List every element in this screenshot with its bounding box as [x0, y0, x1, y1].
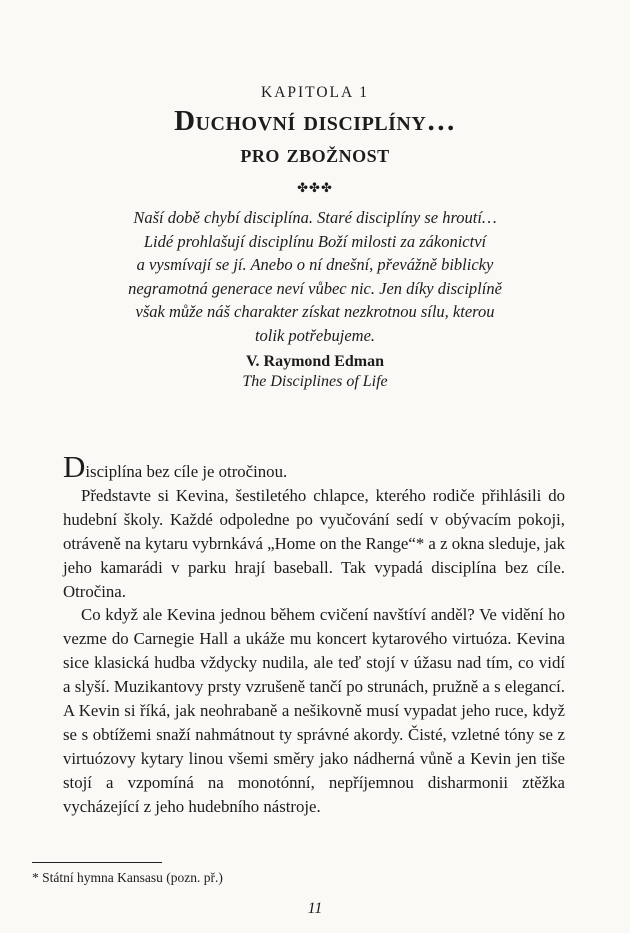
- epigraph-line: a vysmívají se jí. Anebo o ní dnešní, převážně biblicky: [136, 255, 494, 275]
- paragraph-1-text: isciplína bez cíle je otročinou.: [85, 462, 288, 481]
- epigraph-line: negramotná generace neví vůbec nic. Jen díky disciplíně: [128, 278, 502, 298]
- page-number: 11: [307, 900, 323, 917]
- epigraph-author: V. Raymond Edman: [246, 353, 384, 370]
- footnote-rule: [32, 862, 162, 863]
- chapter-title-line2: pro zbožnost: [240, 141, 390, 168]
- footnote: * Státní hymna Kansasu (pozn. př.): [32, 870, 223, 885]
- paragraph-3: Co když ale Kevina jednou během cvičení navštíví anděl? Ve vidění ho vezme do Carnegie Hall a ukáže mu koncert kytarového virtuóza. Kevina sice klasická hudba vždycky nudila, ale teď stojí v úžasu nad tím, co vidí a slyší. Muzikantovy prsty vzrušeně tančí po strunách, pružně a s elegancí. A Kevin si říká, jak neohrabaně a nešikovně musí vypadat jeho ruce, když se s obtížemi snaží nahmátnout ty správné akordy. Čisté, vzletné tóny se z virtuózovy kytary linou všemi směry jako nádherná vůně a Kevin jen tiše stojí a vzpomíná na monotónní, nepříjemnou disharmonii ztěžka vycházející z jeho hudebního nástroje.: [63, 605, 565, 816]
- chapter-title: [0, 104, 630, 172]
- drop-cap: D: [63, 449, 86, 484]
- epigraph-work: The Disciplines of Life: [242, 373, 388, 390]
- ornament-divider: ✤✤✤: [297, 180, 333, 195]
- chapter-title-line1: Duchovní disciplíny…: [174, 105, 456, 137]
- epigraph-line: však může náš charakter získat nezkrotnou sílu, kterou: [135, 302, 495, 322]
- epigraph-line: Lidé prohlašují disciplínu Boží milosti za zákonictví: [143, 231, 487, 251]
- epigraph-attribution: [0, 352, 630, 392]
- epigraph: [90, 206, 540, 348]
- epigraph-line: tolik potřebujeme.: [254, 325, 376, 345]
- body-text: [63, 449, 565, 819]
- chapter-label: KAPITOLA 1: [261, 84, 369, 101]
- epigraph-line: Naší době chybí disciplína. Staré disciplíny se hroutí…: [133, 208, 497, 227]
- paragraph-2: Představte si Kevina, šestiletého chlapce, kterého rodiče přihlásili do hudební školy. Každé odpoledne po vyučování sedí v obývacím pokoji, otráveně na kytaru vybrnkává „Home on the Range“* a z okna sleduje, jak jeho kamarádi v parku hrají baseball. Tak vypadá disciplína bez cíle. Otročina.: [63, 485, 565, 601]
- paragraph-1: [63, 449, 565, 484]
